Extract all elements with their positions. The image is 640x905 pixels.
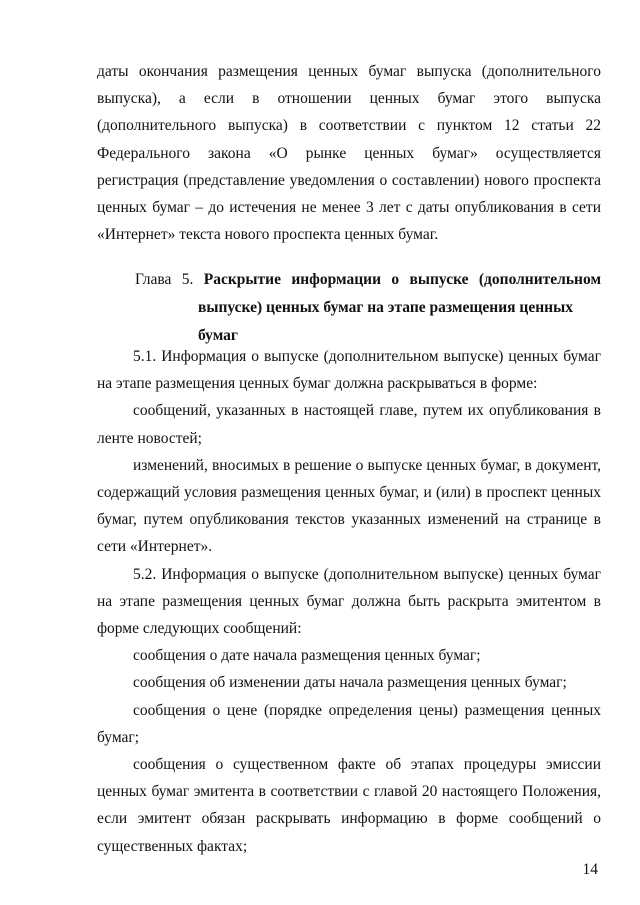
list-item: сообщений, указанных в настоящей главе, путем их опубликования в ленте новостей; [97, 402, 601, 447]
chapter-title-line1: Раскрытие информации о выпуске (дополнительном [203, 271, 601, 288]
paragraph-5-2: 5.2. Информация о выпуске (дополнительном выпуске) ценных бумаг на этапе размещения ценных бумаг должна быть раскрыта эмитентом в форме следующих сообщений: [97, 565, 601, 638]
chapter-title-line2: выпуске) ценных бумаг на этапе размещения ценных бумаг [198, 299, 573, 344]
list-item: сообщения о существенном факте об этапах процедуры эмиссии ценных бумаг эмитента в соответствии с главой 20 настоящего Положения, если эмитент обязан раскрывать информацию в форме сообщений о существенных фактах; [97, 756, 601, 855]
paragraph-5-1: 5.1. Информация о выпуске (дополнительном выпуске) ценных бумаг на этапе размещения ценных бумаг должна раскрываться в форме: [97, 348, 601, 393]
intro-paragraph: даты окончания размещения ценных бумаг выпуска (дополнительного выпуска), а если в отношении ценных бумаг этого выпуска (дополнительного выпуска) в соответствии с пунктом 12 статьи 22 Федерального закона «О рынке ценных бумаг» осуществляется регистрация (представление уведомления о составлении) нового проспекта ценных бумаг – до истечения не менее 3 лет с даты опубликования в сети «Интернет» текста нового проспекта ценных бумаг. [97, 63, 601, 244]
list-item: изменений, вносимых в решение о выпуске ценных бумаг, в документ, содержащий условия размещения ценных бумаг, и (или) в проспект ценных бумаг, путем опубликования текстов указанных изменений на странице в сети «Интернет». [97, 456, 601, 556]
chapter-prefix: Глава 5. [135, 271, 194, 288]
list-item: сообщения о дате начала размещения ценных бумаг; [133, 647, 481, 665]
chapter-body [97, 343, 601, 860]
list-item: сообщения об изменении даты начала размещения ценных бумаг; [133, 674, 567, 692]
list-item: сообщения о цене (порядке определения цены) размещения ценных бумаг; [97, 701, 601, 746]
chapter-heading-line1 [97, 266, 601, 294]
chapter-heading [97, 266, 601, 350]
page-number: 14 [582, 861, 598, 878]
